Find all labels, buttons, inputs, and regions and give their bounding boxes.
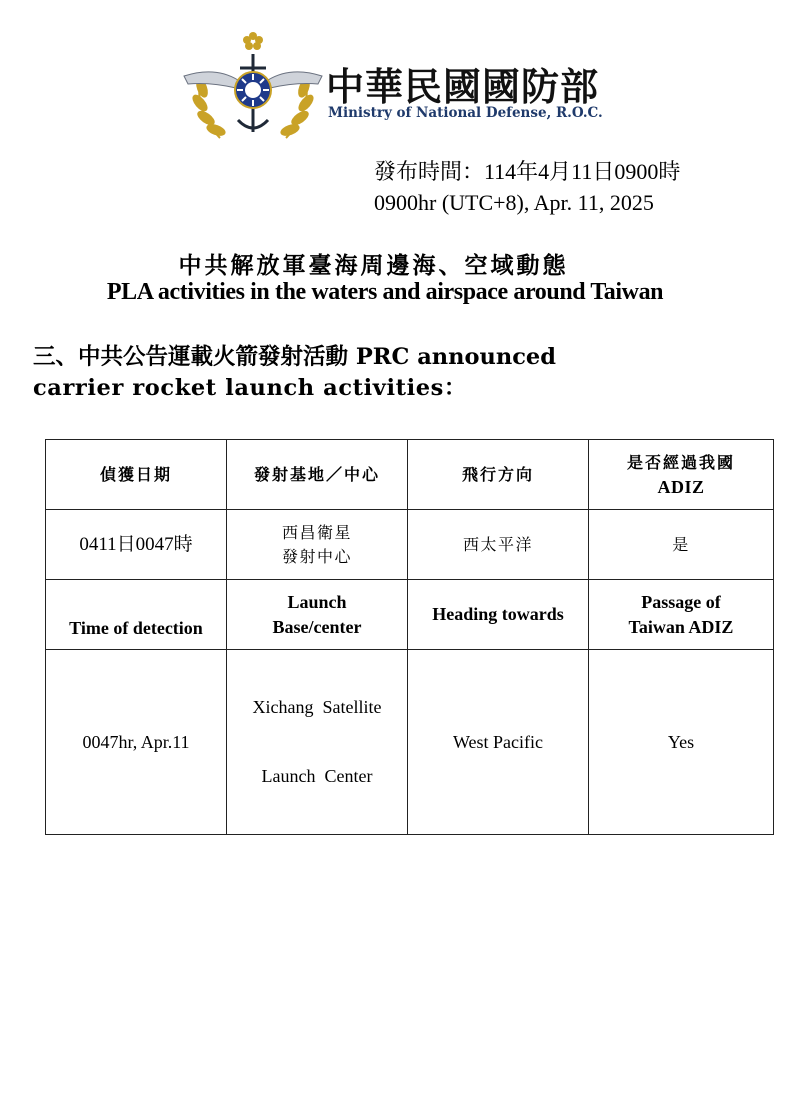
header-cell: 飛行方向 [408, 440, 589, 510]
page-title-en: PLA activities in the waters and airspace around Taiwan [106, 279, 664, 305]
table-cell: 0047hr, Apr.11 [46, 650, 227, 835]
header-cell-line: Passage of [641, 591, 721, 612]
release-time [374, 156, 680, 218]
section-heading-line1: 三、中共公告運載火箭發射活動 PRC announced [33, 344, 556, 370]
header-cell-line: Base/center [272, 616, 362, 637]
header-cell [589, 440, 774, 510]
table-cell [227, 650, 408, 835]
header-cell [589, 580, 774, 650]
table-cell: Yes [589, 650, 774, 835]
table-row-zh [46, 510, 774, 580]
page-title-zh: 中共解放軍臺海周邊海、空域動態 [178, 252, 569, 279]
table-cell-line: 發射中心 [281, 546, 352, 566]
header-cell: 發射基地／中心 [227, 440, 408, 510]
org-name-zh: 中華民國國防部 [326, 65, 600, 109]
launch-table [45, 439, 774, 835]
header [180, 28, 630, 148]
section-heading [33, 342, 673, 404]
section-heading-line2: carrier rocket launch activities： [33, 375, 468, 401]
table-header-row-zh [46, 440, 774, 510]
table-cell-line: Xichang Satellite [252, 697, 382, 717]
table-cell [227, 510, 408, 580]
table-cell: West Pacific [408, 650, 589, 835]
release-time-en: 0900hr (UTC+8), Apr. 11, 2025 [374, 190, 654, 215]
header-cell [227, 580, 408, 650]
header-cell-line: Taiwan ADIZ [628, 616, 734, 637]
header-cell-line: Launch [287, 591, 347, 612]
header-cell-line: 是否經過我國 [626, 452, 735, 472]
header-cell-line: ADIZ [657, 476, 705, 497]
table-cell-line: 西昌衛星 [281, 522, 352, 542]
header-cell: 偵獲日期 [46, 440, 227, 510]
header-cell: Time of detection [46, 580, 227, 650]
mnd-emblem-icon [180, 28, 326, 144]
table-header-row-en [46, 580, 774, 650]
table-cell: 是 [589, 510, 774, 580]
table-cell-line: Launch Center [261, 766, 373, 786]
table-row-en [46, 650, 774, 835]
table-cell: 0411日0047時 [46, 510, 227, 580]
table-cell: 西太平洋 [408, 510, 589, 580]
org-name-en: Ministry of National Defense, R.O.C. [328, 105, 603, 121]
release-time-zh: 發布時間：114年4月11日0900時 [374, 159, 681, 184]
header-cell: Heading towards [408, 580, 589, 650]
